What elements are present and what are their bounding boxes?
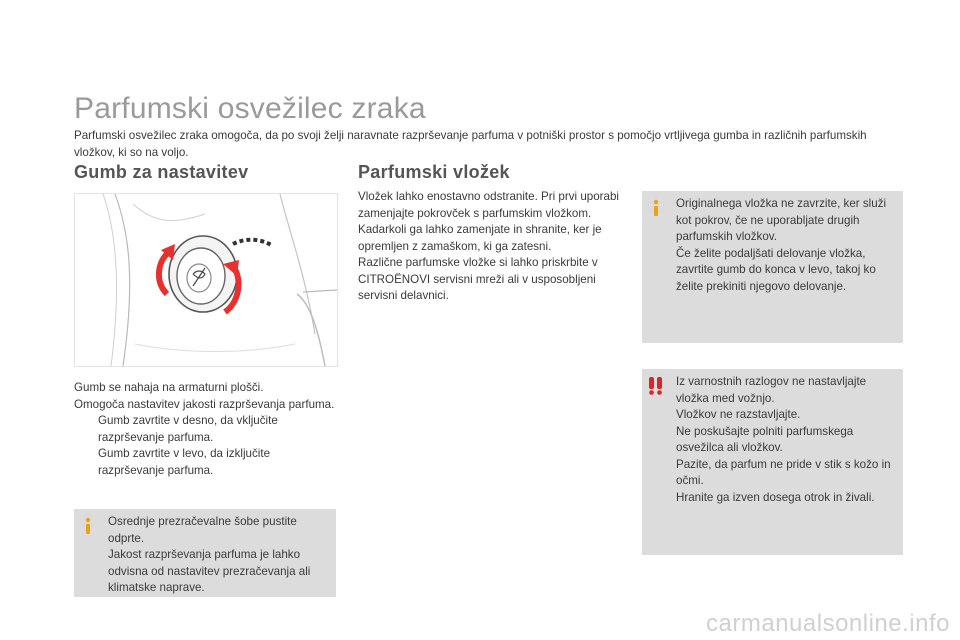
info-icon [648, 199, 664, 217]
bullet-text: Gumb zavrtite v desno, da vključite razprševanje parfuma. [98, 414, 278, 444]
dial-line-1: Gumb se nahaja na armaturni plošči. [74, 381, 264, 394]
cartridge-info-note [642, 191, 903, 343]
bullet-item [74, 413, 336, 446]
bullet-text: Gumb zavrtite v levo, da izključite razprševanje parfuma. [98, 447, 271, 477]
bullet-marker [74, 413, 98, 446]
note-line: Hranite ga izven dosega otrok in živali. [676, 490, 875, 504]
bullet-item [74, 446, 336, 479]
watermark: carmanualsonline.info [706, 610, 950, 637]
cartridge-paragraph: Kadarkoli ga lahko zamenjate in shranite, ker je opremljen z zamaškom, ki ga zatesni. [358, 223, 602, 253]
note-line: Jakost razprševanja parfuma je lahko odvisna od nastavitev prezračevanja ali klimatske naprave. [108, 548, 311, 594]
info-icon [80, 517, 96, 535]
warning-icon [648, 377, 664, 395]
cartridge-description [358, 189, 628, 305]
intro-text: Parfumski osvežilec zraka omogoča, da po svoji želji naravnate razprševanje parfuma v potniški prostor s pomočjo vrtljivega gumba in različnih parfumskih vložkov, ki so na voljo. [74, 129, 867, 159]
note-line: Osrednje prezračevalne šobe pustite odprte. [108, 515, 297, 545]
safety-warning-note [642, 369, 903, 555]
note-line: Pazite, da parfum ne pride v stik s kožo in očmi. [676, 457, 891, 487]
section-heading-cartridge: Parfumski vložek [358, 162, 510, 182]
note-line: Originalnega vložka ne zavrzite, ker služi kot pokrov, če ne uporabljate drugih parfumskih vložkov. [676, 197, 887, 243]
note-line: Iz varnostnih razlogov ne nastavljajte vložka med vožnjo. [676, 375, 867, 405]
dial-line-2: Omogoča nastavitev jakosti razprševanja parfuma. [74, 397, 335, 411]
ventilation-note [74, 509, 336, 597]
cartridge-paragraph: Različne parfumske vložke si lahko priskrbite v CITROËNOVI servisni mreži ali v usposobljeni servisni delavnici. [358, 256, 598, 302]
section-heading-dial: Gumb za nastavitev [74, 162, 249, 182]
cartridge-paragraph: Vložek lahko enostavno odstranite. Pri prvi uporabi zamenjajte pokrovček s parfumskim vložkom. [358, 190, 620, 220]
bullet-marker [74, 446, 98, 479]
air-freshener-dial-illustration [75, 194, 337, 366]
note-line: Če želite podaljšati delovanje vložka, zavrtite gumb do konca v levo, takoj ko želite prekiniti njegovo delovanje. [676, 246, 876, 293]
note-line: Vložkov ne razstavljajte. [676, 408, 801, 421]
note-line: Ne poskušajte polniti parfumskega osvežilca ali vložkov. [676, 424, 854, 454]
dial-illustration [74, 193, 338, 367]
dial-description [74, 380, 336, 479]
page-title: Parfumski osvežilec zraka [74, 92, 426, 125]
